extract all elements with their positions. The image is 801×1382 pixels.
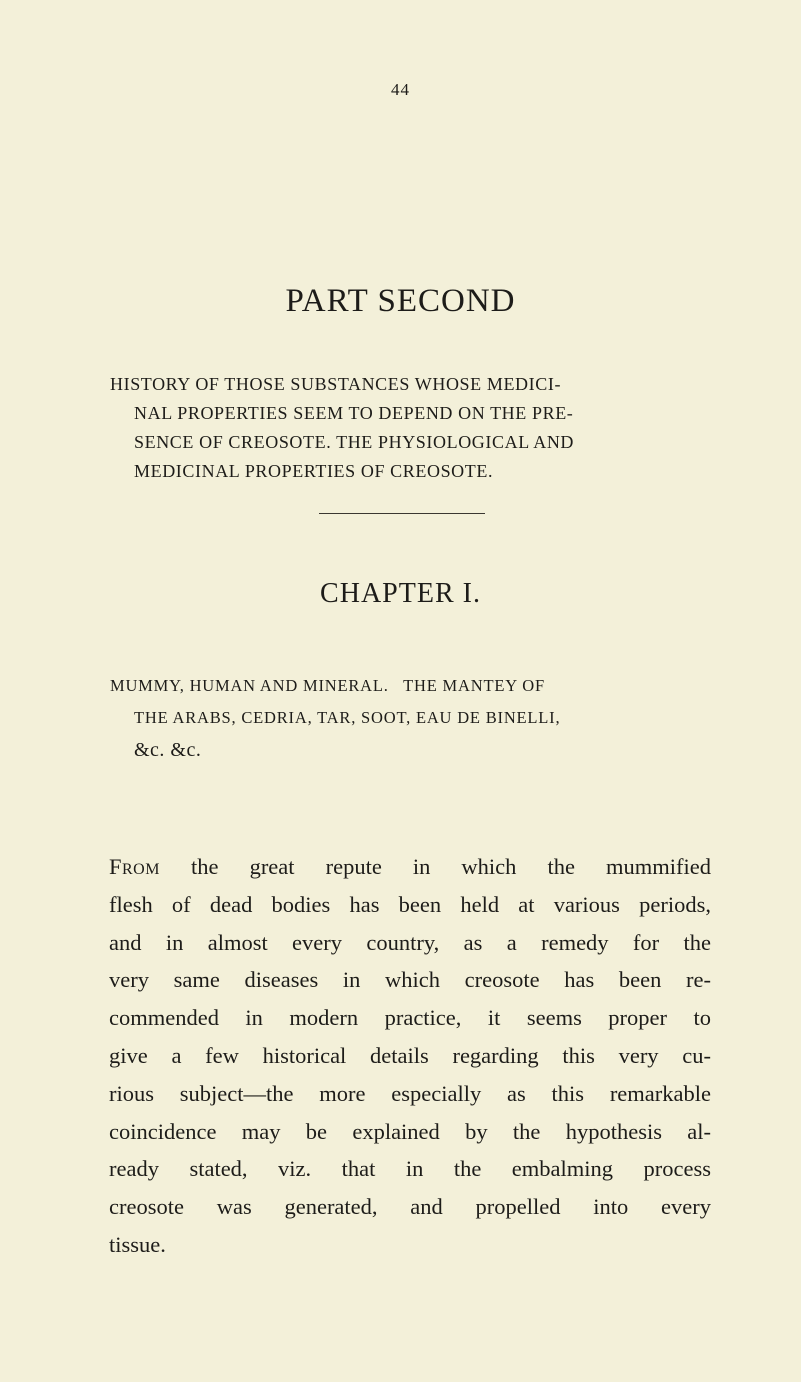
body-line-last: tissue.: [109, 1231, 166, 1257]
body-paragraph: [109, 848, 711, 1264]
body-line: coincidence may be explained by the hypothesis al-: [109, 1118, 711, 1144]
body-line: ready stated, viz. that in the embalming process: [109, 1156, 711, 1182]
chapter-subtitle-line: MUMMY, HUMAN AND MINERAL. THE MANTEY OF: [110, 676, 545, 695]
opening-word: From: [109, 854, 160, 879]
body-line: and in almost every country, as a remedy for the: [109, 929, 711, 955]
chapter-title: CHAPTER I.: [320, 578, 481, 609]
part-subtitle-line: SENCE OF CREOSOTE. THE PHYSIOLOGICAL AND: [134, 432, 575, 452]
part-subtitle-line: MEDICINAL PROPERTIES OF CREOSOTE.: [134, 461, 494, 481]
section-divider-rule: [319, 513, 485, 514]
body-line: give a few historical details regarding this very cu-: [109, 1042, 711, 1068]
body-line: creosote was generated, and propelled into every: [109, 1194, 711, 1220]
body-line: rious subject—the more especially as this remarkable: [109, 1080, 711, 1106]
chapter-subtitle-line: THE ARABS, CEDRIA, TAR, SOOT, EAU DE BINELLI,: [134, 708, 561, 727]
body-line: flesh of dead bodies has been held at various periods,: [109, 891, 711, 917]
chapter-subtitle-line: &c. &c.: [134, 739, 202, 761]
page-number: 44: [391, 80, 410, 99]
part-subtitle-line: NAL PROPERTIES SEEM TO DEPEND ON THE PRE-: [134, 403, 574, 423]
part-title: PART SECOND: [285, 283, 516, 319]
body-line: commended in modern practice, it seems proper to: [109, 1005, 711, 1031]
chapter-subtitle: [110, 670, 710, 766]
part-subtitle: [110, 370, 714, 486]
part-subtitle-line: HISTORY OF THOSE SUBSTANCES WHOSE MEDICI-: [110, 374, 562, 394]
body-line-first: From the great repute in which the mummified: [109, 854, 711, 879]
body-line: very same diseases in which creosote has been re-: [109, 967, 711, 993]
